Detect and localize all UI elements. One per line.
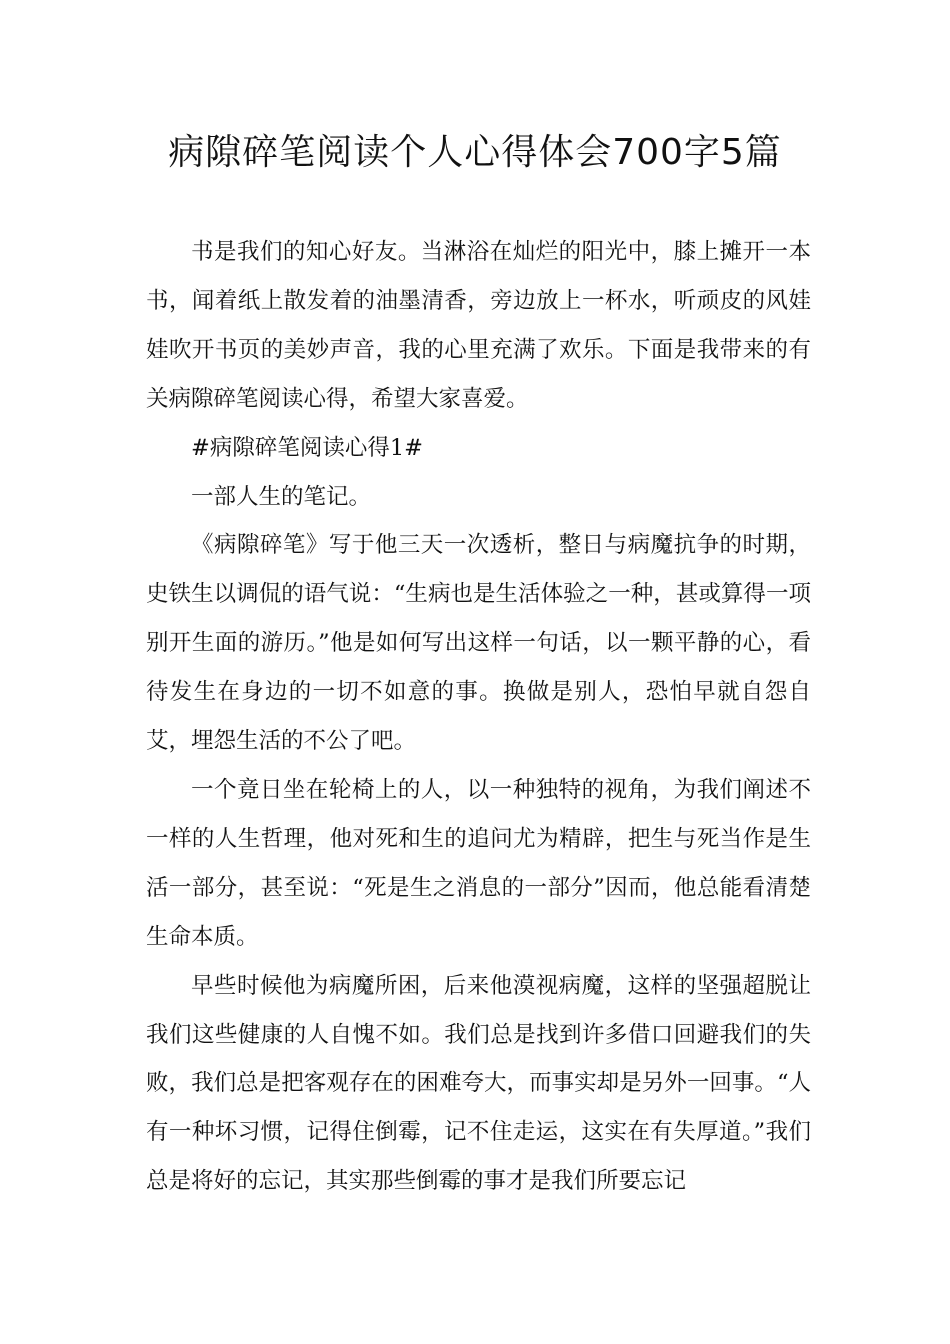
paragraph: 早些时候他为病魔所困，后来他漠视病魔，这样的坚强超脱让我们这些健康的人自愧不如。我们总是找到许多借口回避我们的失败，我们总是把客观存在的困难夸大，而事实却是另外一回事。“人有一种坏习惯，记得住倒霉，记不住走运，这实在有失厚道。”我们总是将好的忘记，其实那些倒霉的事才是我们所要忘记 bbox=[146, 972, 811, 1195]
paragraph-intro: 书是我们的知心好友。当淋浴在灿烂的阳光中，膝上摊开一本书，闻着纸上散发着的油墨清香，旁边放上一杯水，听顽皮的风娃娃吹开书页的美妙声音，我的心里充满了欢乐。下面是我带来的有关病隙碎笔阅读心得，希望大家喜爱。 bbox=[146, 239, 811, 412]
paragraph: 《病隙碎笔》写于他三天一次透析，整日与病魔抗争的时期，史铁生以调侃的语气说：“生病也是生活体验之一种，甚或算得一项别开生面的游历。”他是如何写出这样一句话，以一颗平静的心，看待发生在身边的一切不如意的事。换做是别人，恐怕早就自怨自艾，埋怨生活的不公了吧。 bbox=[146, 532, 811, 755]
paragraph-subtitle: 一部人生的笔记。 bbox=[191, 483, 372, 510]
document-body bbox=[146, 228, 811, 1206]
section-heading: #病隙碎笔阅读心得1# bbox=[191, 434, 424, 461]
document-title: 病隙碎笔阅读个人心得体会700字5篇 bbox=[168, 132, 782, 173]
paragraph: 一个竟日坐在轮椅上的人，以一种独特的视角，为我们阐述不一样的人生哲理，他对死和生的追问尤为精辟，把生与死当作是生活一部分，甚至说：“死是生之消息的一部分”因而，他总能看清楚生命本质。 bbox=[146, 776, 811, 950]
